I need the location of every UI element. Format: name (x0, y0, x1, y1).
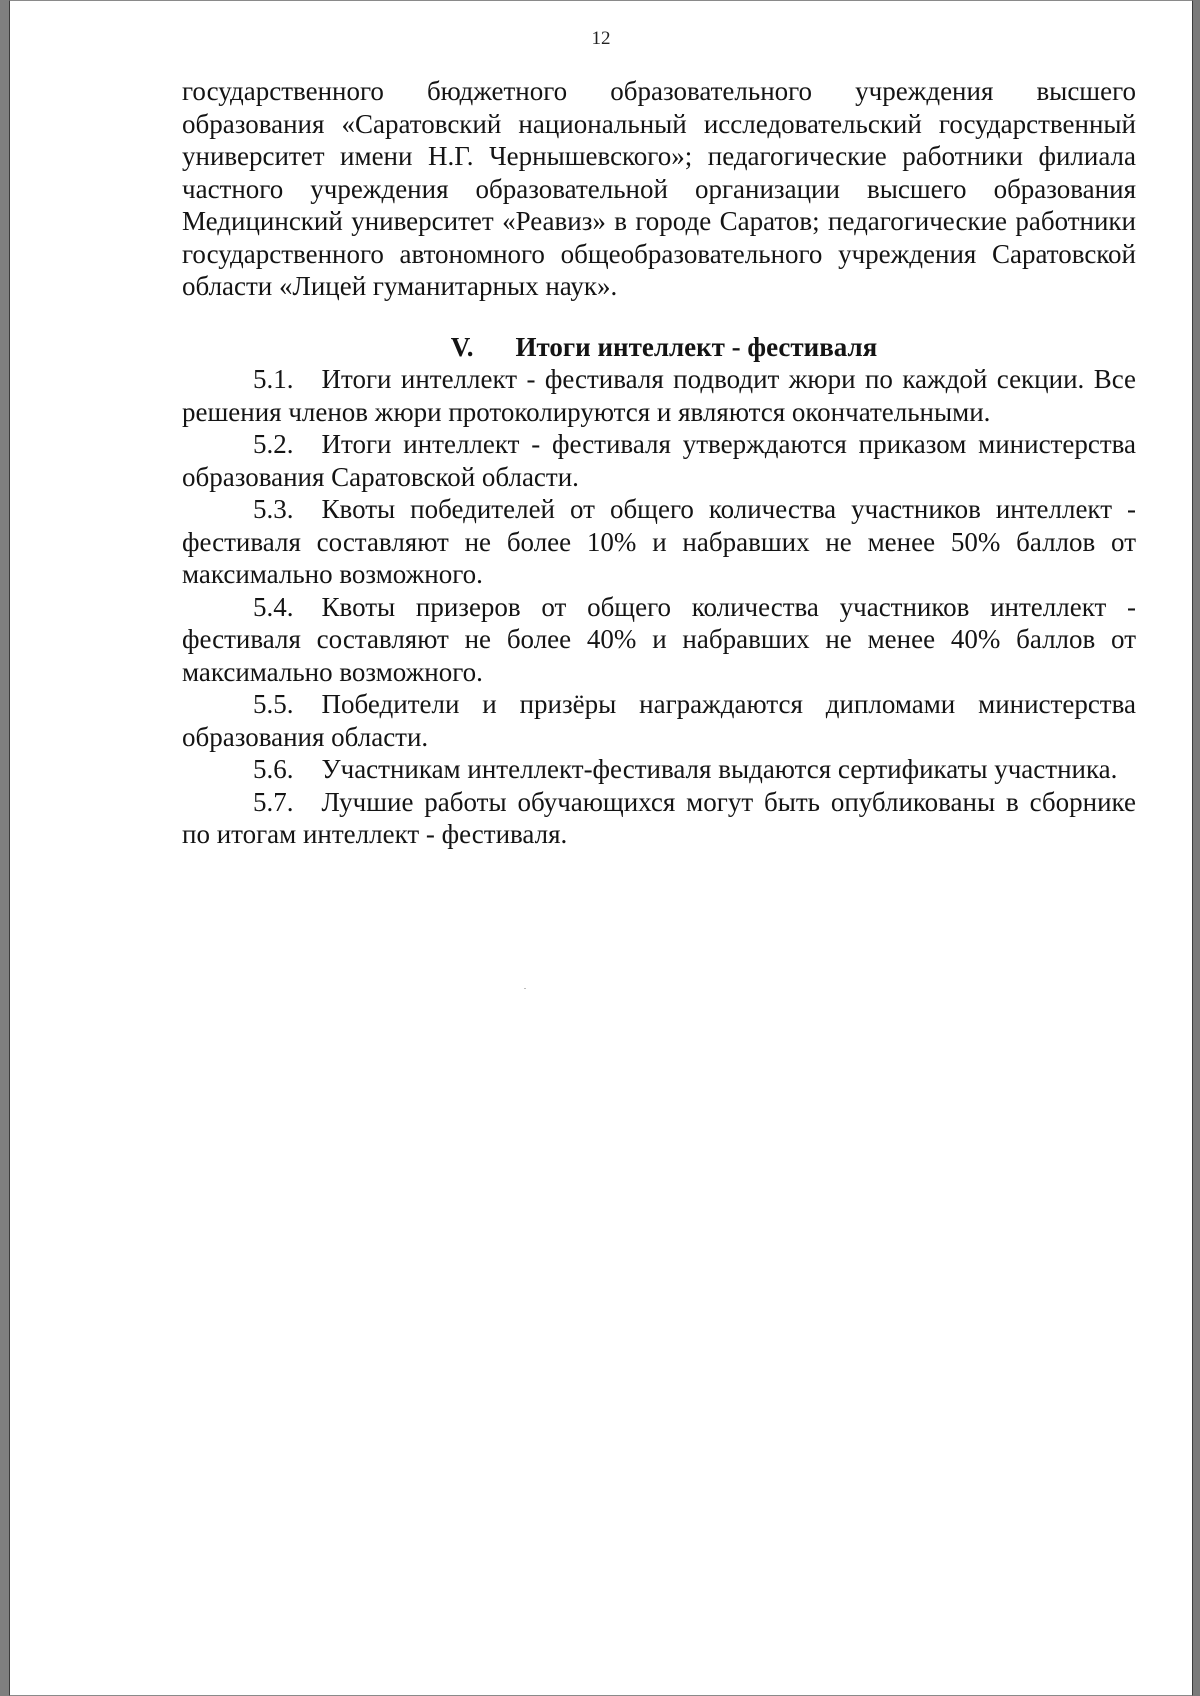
item-text: Итоги интеллект - фестиваля подводит жюри по каждой секции. Все решения членов жюри протоколируются и являются окончательными. (182, 364, 1136, 427)
item-number: 5.1. (253, 364, 294, 394)
list-item-5-2 (182, 428, 1136, 493)
item-number: 5.4. (253, 591, 294, 622)
viewer-left-edge (0, 0, 9, 1696)
item-number: 5.6. (253, 754, 294, 784)
item-text: Итоги интеллект - фестиваля утверждаются приказом министерства образования Саратовской области. (182, 429, 1136, 492)
list-item-5-1 (182, 363, 1136, 428)
scan-speck (524, 988, 526, 989)
section-number: V. (450, 331, 474, 362)
item-number: 5.2. (253, 429, 294, 459)
list-item-5-3 (182, 493, 1136, 591)
intro-paragraph: государственного бюджетного образовательного учреждения высшего образования «Саратовский национальный исследовательский государственный университет имени Н.Г. Чернышевского»; педагогические работники филиала частного учреждения образовательной организации высшего образования Медицинский университет «Реавиз» в городе Саратов; педагогические работники государственного автономного общеобразовательного учреждения Саратовской области «Лицей гуманитарных наук». (182, 76, 1136, 301)
item-number: 5.5. (253, 689, 294, 719)
list-item-5-5 (182, 688, 1136, 753)
item-text: Квоты победителей от общего количества участников интеллект - фестиваля составляют не более 10% и набравших не менее 50% баллов от максимально возможного. (182, 494, 1136, 589)
item-text: Участникам интеллект-фестиваля выдаются сертификаты участника. (321, 754, 1118, 784)
list-item-5-4 (182, 591, 1136, 689)
section-title: Итоги интеллект - фестиваля (515, 331, 878, 362)
viewer-right-edge (1193, 0, 1200, 1696)
page-number: 12 (591, 28, 611, 49)
item-number: 5.7. (253, 786, 294, 817)
item-text: Победители и призёры награждаются дипломами министерства образования области. (182, 689, 1136, 752)
document-page (9, 0, 1193, 1696)
page-body (182, 75, 1136, 851)
item-text: Лучшие работы обучающихся могут быть опубликованы в сборнике по итогам интеллект - фестиваля. (182, 786, 1136, 849)
list-item-5-6 (182, 753, 1136, 786)
item-number: 5.3. (253, 494, 294, 524)
section-heading (182, 331, 1136, 364)
item-text: Квоты призеров от общего количества участников интеллект - фестиваля составляют не более 40% и набравших не менее 40% баллов от максимально возможного. (182, 591, 1136, 687)
list-item-5-7 (182, 786, 1136, 851)
